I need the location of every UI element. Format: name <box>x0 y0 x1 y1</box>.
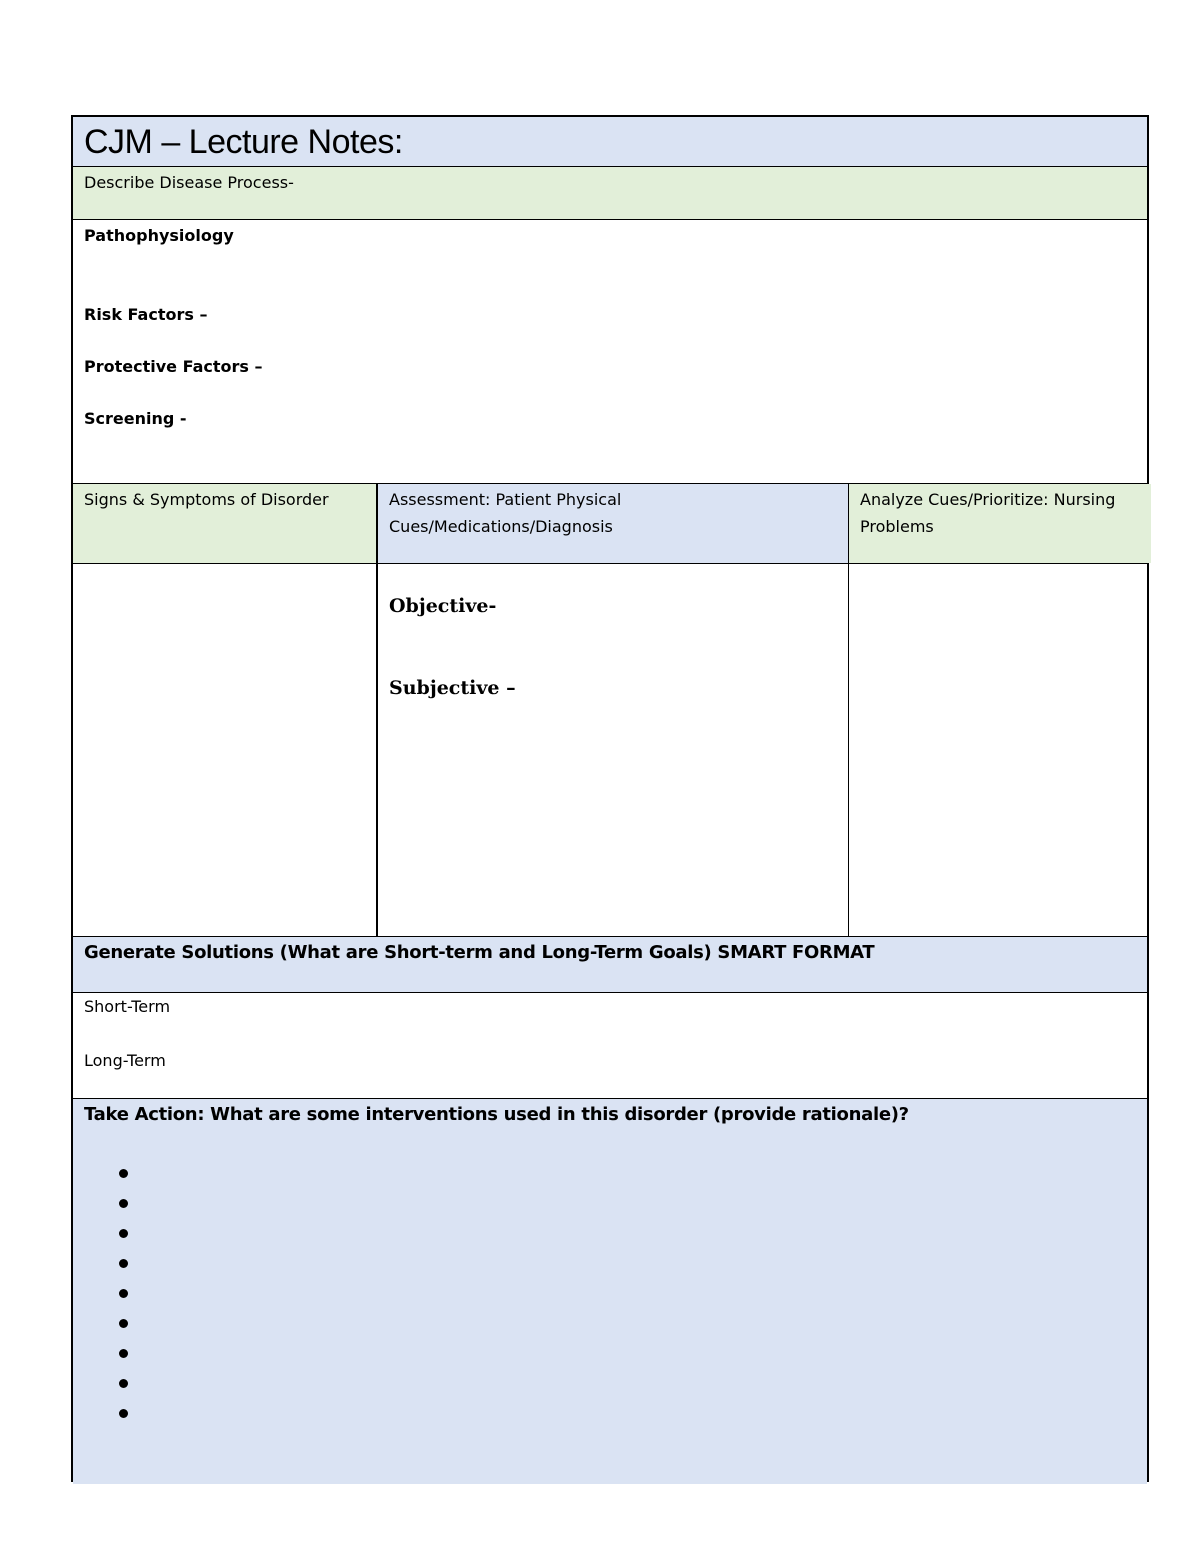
describe-row <box>73 167 1147 220</box>
pathophysiology-label: Pathophysiology <box>84 226 234 245</box>
objective-label: Objective- <box>389 595 497 617</box>
long-term-label: Long-Term <box>84 1051 166 1070</box>
assessment-cell <box>378 564 849 936</box>
bullet-icon <box>119 1349 128 1358</box>
title-row <box>73 117 1147 167</box>
columns-header-row <box>73 484 1147 564</box>
signs-symptoms-header: Signs & Symptoms of Disorder <box>84 490 329 509</box>
bullet-icon <box>119 1169 128 1178</box>
bullet-icon <box>119 1409 128 1418</box>
analyze-cues-cell <box>849 564 1151 936</box>
bullet-icon <box>119 1199 128 1208</box>
short-term-label: Short-Term <box>84 997 171 1016</box>
signs-symptoms-header-cell <box>73 484 378 563</box>
page-title: CJM – Lecture Notes: <box>84 123 403 161</box>
lecture-notes-table <box>71 115 1149 1482</box>
analyze-cues-header: Analyze Cues/Prioritize: Nursing Problems <box>860 490 1116 536</box>
describe-disease-label: Describe Disease Process- <box>84 173 294 192</box>
columns-body-row <box>73 564 1147 937</box>
protective-factors-label: Protective Factors – <box>84 357 263 376</box>
screening-label: Screening - <box>84 409 187 428</box>
assessment-header: Assessment: Patient Physical Cues/Medications/Diagnosis <box>389 490 622 536</box>
take-action-row <box>73 1099 1147 1484</box>
analyze-cues-header-cell <box>849 484 1151 563</box>
signs-symptoms-cell <box>73 564 378 936</box>
bullet-icon <box>119 1319 128 1328</box>
subjective-label: Subjective – <box>389 677 516 699</box>
bullet-icon <box>119 1289 128 1298</box>
assessment-header-cell <box>378 484 849 563</box>
pathophysiology-section <box>73 220 1147 484</box>
generate-solutions-header: Generate Solutions (What are Short-term and Long-Term Goals) SMART FORMAT <box>84 942 875 963</box>
generate-solutions-row <box>73 937 1147 993</box>
bullet-icon <box>119 1229 128 1238</box>
bullet-icon <box>119 1259 128 1268</box>
take-action-header: Take Action: What are some interventions used in this disorder (provide rationale)? <box>84 1104 909 1125</box>
risk-factors-label: Risk Factors – <box>84 305 208 324</box>
bullet-icon <box>119 1379 128 1388</box>
goals-row <box>73 993 1147 1099</box>
